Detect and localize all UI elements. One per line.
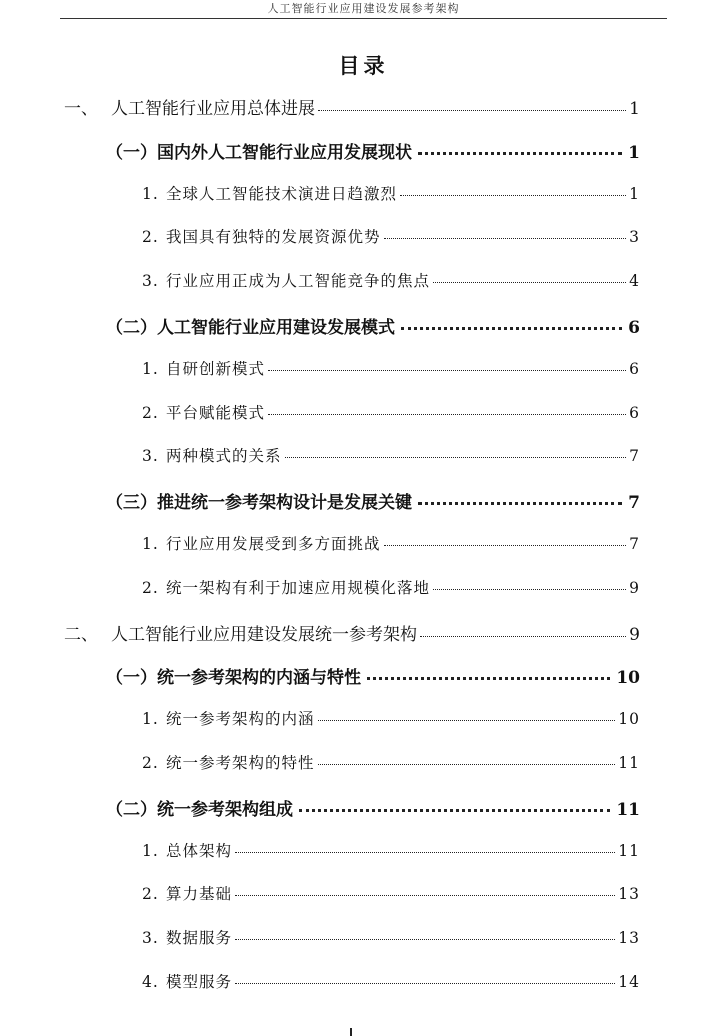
toc-entry-page: 1: [629, 184, 640, 203]
toc-entry-title: 总体架构: [166, 841, 233, 860]
toc-entry[interactable]: [142, 576, 640, 598]
running-header: 人工智能行业应用建设发展参考架构: [60, 2, 667, 19]
toc-entry-number: 1.: [142, 535, 159, 553]
toc-entry-title: （三）推进统一参考架构设计是发展关键: [106, 493, 412, 514]
page-footer-mark: [350, 1028, 352, 1036]
toc-dot-leader: [318, 763, 616, 765]
toc-entry[interactable]: [142, 269, 640, 291]
toc-entry-page: 7: [629, 535, 640, 553]
toc-entry[interactable]: [106, 313, 640, 338]
toc-entry-title: （一）统一参考架构的内涵与特性: [106, 668, 361, 689]
toc-entry[interactable]: [142, 532, 640, 554]
toc-entry-number: 2.: [142, 228, 159, 247]
toc-entry-page: 10: [616, 668, 640, 689]
toc-entry-title: 两种模式的关系: [166, 447, 282, 466]
toc-entry[interactable]: [64, 620, 640, 645]
toc-entry-page: 1: [629, 99, 640, 119]
toc-entry[interactable]: [142, 882, 640, 904]
toc-entry-number: 2.: [142, 754, 159, 772]
toc-entry-title: （二）统一参考架构组成: [106, 799, 293, 820]
toc-dot-leader: [235, 894, 615, 896]
toc-entry-number: 1.: [142, 841, 159, 860]
toc-entry-number: 3.: [142, 447, 159, 466]
toc-entry-page: 9: [629, 578, 640, 597]
toc-dot-leader: [268, 413, 626, 415]
toc-entry[interactable]: [142, 751, 640, 773]
toc-entry[interactable]: [106, 138, 640, 163]
toc-entry-title: 统一架构有利于加速应用规模化落地: [166, 578, 431, 597]
toc-entry-page: 13: [618, 929, 640, 948]
toc-entry-title: 统一参考架构的特性: [166, 754, 315, 772]
toc-dot-leader: [318, 719, 616, 721]
toc-entry-page: 11: [616, 799, 640, 820]
toc-entry-page: 1: [628, 142, 640, 163]
toc-entry-title: 平台赋能模式: [166, 403, 266, 422]
toc-dot-leader: [285, 456, 627, 458]
toc-entry[interactable]: [142, 970, 640, 992]
toc-entry-page: 6: [628, 318, 640, 338]
toc-entry-title: 自研创新模式: [166, 359, 266, 378]
toc-entry-page: 10: [618, 710, 640, 729]
toc-entry-number: 2.: [142, 403, 159, 422]
toc-dot-leader: [235, 851, 615, 853]
toc-entry-page: 14: [618, 973, 640, 991]
toc-entry-number: 3.: [142, 272, 159, 291]
toc-entry[interactable]: [64, 94, 640, 119]
toc-entry-title: 模型服务: [166, 973, 233, 991]
toc-entry-number: 1.: [142, 359, 159, 378]
toc-entry-page: 11: [618, 841, 640, 860]
toc-entry-page: 6: [629, 403, 640, 422]
toc-dot-leader: [433, 281, 626, 283]
toc-entry[interactable]: [142, 926, 640, 948]
toc-entry-title: 算力基础: [166, 885, 233, 904]
toc-entry-title: 数据服务: [166, 929, 233, 948]
toc-title: 目录: [338, 53, 389, 78]
toc-dot-leader: [401, 326, 622, 330]
toc-entry-title: 行业应用正成为人工智能竞争的焦点: [166, 272, 431, 291]
toc-dot-leader: [418, 151, 622, 155]
toc-entry[interactable]: [106, 488, 640, 513]
toc-dot-leader: [299, 808, 610, 812]
toc-entry-title: （一）国内外人工智能行业应用发展现状: [106, 142, 412, 163]
toc-entry-page: 4: [629, 272, 640, 291]
toc-entry-number: 二、: [64, 624, 98, 645]
toc-entry-title: 统一参考架构的内涵: [166, 710, 315, 729]
toc-entry-page: 6: [629, 359, 640, 378]
toc-entry-number: 1.: [142, 710, 159, 729]
toc-entry[interactable]: [142, 357, 640, 379]
toc-entry-page: 3: [629, 228, 640, 247]
toc-entry-page: 13: [618, 885, 640, 904]
toc-entry[interactable]: [142, 225, 640, 247]
toc-dot-leader: [418, 501, 622, 505]
toc-entry-number: 一、: [64, 99, 98, 119]
toc-entry[interactable]: [142, 182, 640, 204]
toc-entry[interactable]: [106, 663, 640, 688]
toc-dot-leader: [384, 237, 627, 239]
toc-dot-leader: [420, 635, 626, 637]
toc-entry-page: 7: [628, 493, 640, 514]
toc-entry-page: 11: [618, 754, 640, 772]
toc-entry-title: 全球人工智能技术演进日趋激烈: [166, 184, 398, 203]
toc-entry-title: 人工智能行业应用总体进展: [111, 99, 315, 119]
toc-entry[interactable]: [106, 795, 640, 820]
toc-entry-page: 7: [629, 447, 640, 466]
toc-entry-number: 2.: [142, 885, 159, 904]
toc-entry-title: 人工智能行业应用建设发展统一参考架构: [111, 624, 417, 645]
toc-dot-leader: [235, 982, 615, 984]
toc-entry-number: 4.: [142, 973, 159, 991]
toc-dot-leader: [367, 676, 610, 680]
toc-entry-title: 我国具有独特的发展资源优势: [166, 228, 381, 247]
toc-dot-leader: [318, 109, 626, 111]
toc-entry[interactable]: [142, 444, 640, 466]
toc-entry-title: 行业应用发展受到多方面挑战: [166, 535, 381, 553]
toc-dot-leader: [400, 194, 626, 196]
toc-entry-number: 3.: [142, 929, 159, 948]
toc-dot-leader: [433, 588, 626, 590]
toc-dot-leader: [384, 544, 627, 546]
toc-entry[interactable]: [142, 707, 640, 729]
toc-entry-page: 9: [629, 624, 640, 645]
toc-entry-title: （二）人工智能行业应用建设发展模式: [106, 318, 395, 338]
toc-dot-leader: [235, 938, 615, 940]
toc-entry-number: 2.: [142, 578, 159, 597]
toc-dot-leader: [268, 369, 626, 371]
toc-entry-number: 1.: [142, 184, 159, 203]
toc-entry[interactable]: [142, 839, 640, 861]
toc-entry[interactable]: [142, 401, 640, 423]
